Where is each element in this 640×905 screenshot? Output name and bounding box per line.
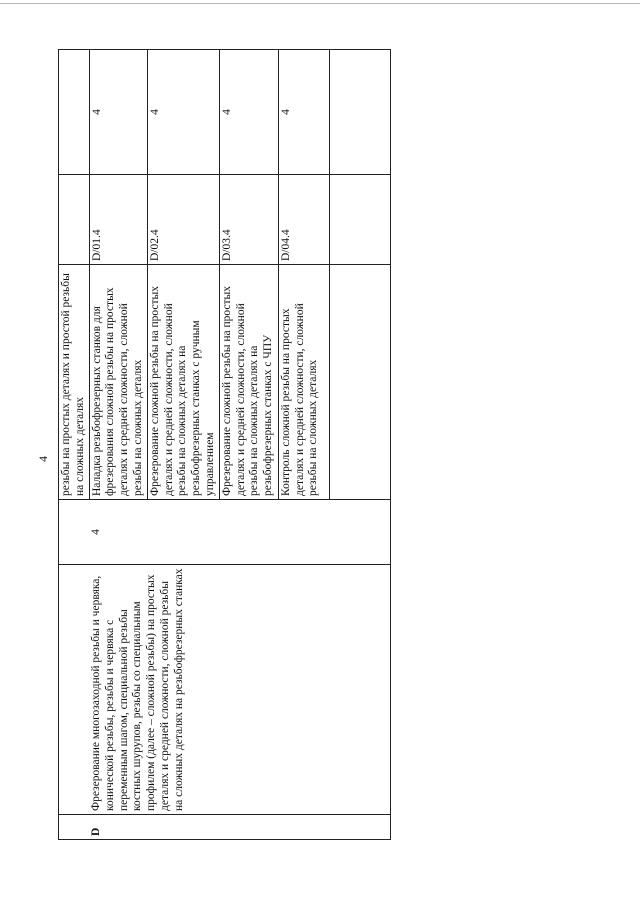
function-level: 4 bbox=[89, 50, 147, 175]
group-level: 4 bbox=[89, 500, 390, 565]
cell-empty bbox=[59, 175, 90, 265]
functions-table bbox=[58, 49, 391, 840]
cell-empty bbox=[329, 50, 390, 175]
cell-empty bbox=[59, 815, 90, 840]
cell-empty bbox=[329, 265, 390, 500]
function-code: D/03.4 bbox=[219, 175, 278, 265]
cell-empty bbox=[59, 565, 90, 815]
function-level: 4 bbox=[147, 50, 219, 175]
cell-empty bbox=[59, 500, 90, 565]
function-level: 4 bbox=[278, 50, 329, 175]
function-name: Наладка резьбофрезерных станков для фрезерования сложной резьбы на простых деталях и средней сложности, сложной резьбы на сложных деталях bbox=[89, 265, 147, 500]
function-code: D/04.4 bbox=[278, 175, 329, 265]
function-level: 4 bbox=[219, 50, 278, 175]
page-number: 4 bbox=[36, 456, 50, 462]
function-name: Контроль сложной резьбы на простых деталях и средней сложности, сложной резьбы на сложных деталях bbox=[278, 265, 329, 500]
cell-empty bbox=[329, 175, 390, 265]
function-name: Фрезерование сложной резьбы на простых деталях и средней сложности, сложной резьбы на сложных деталях на резьбофрезерных станках с ЧПУ bbox=[219, 265, 278, 500]
cell-empty bbox=[59, 50, 90, 175]
group-name: Фрезерование многозаходной резьбы и червяка, конической резьбы, резьбы и червяка с переменным шагом, специальной резьбы костных шурупов, резьбы со специальным профилем (далее – сложной резьбы) на простых деталях и средней сложности, сложной резьбы на сложных деталях на резьбофрезерных станках bbox=[89, 565, 390, 815]
function-name: Фрезерование сложной резьбы на простых деталях и средней сложности, сложной резьбы на сложных деталях на резьбофрезерных станках с ручным управлением bbox=[147, 265, 219, 500]
group-code: D bbox=[89, 815, 390, 840]
function-code: D/01.4 bbox=[89, 175, 147, 265]
function-code: D/02.4 bbox=[147, 175, 219, 265]
table-row-continued bbox=[59, 50, 90, 840]
table-row bbox=[89, 50, 147, 840]
continued-function-text: резьбы на простых деталях и простой резьбы на сложных деталях bbox=[59, 265, 90, 500]
